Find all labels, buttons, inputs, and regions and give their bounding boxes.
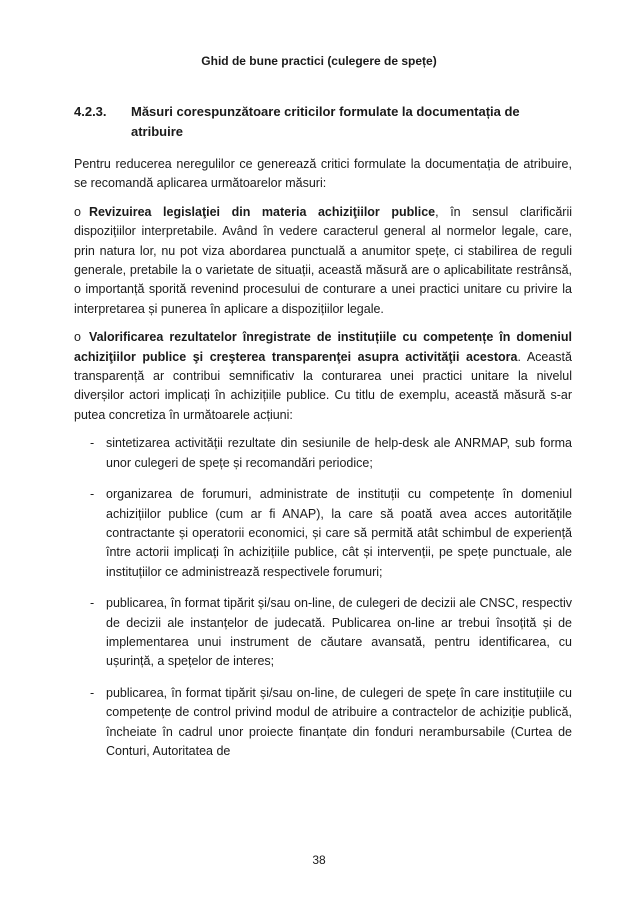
list-item: - organizarea de forumuri, administrate de instituții cu competențe în domeniul achizițiilor publice (cum ar fi ANAP), la care să poată avea acces autoritățile contractante și operatorii economici, și care să permită atât schimbul de experiență între actorii implicați în achizițiile publice, cât și intervenții, pe spețe punctuale, ale instituțiilor ce administrează respectivele forumuri; xyxy=(74,485,572,582)
measure-text-2: . Această transparență ar contribui semnificativ la conturarea unei practici unitare la nivelul diverșilor actori implicați în achizițiile publice. Cu titlu de exemplu, această măsură s-ar putea concretiza în următoarele acțiuni: xyxy=(74,349,572,422)
section-number: 4.2.3. xyxy=(74,104,107,119)
bullet-mark: o xyxy=(74,204,81,219)
section-heading xyxy=(74,102,564,142)
body-text xyxy=(74,155,572,773)
measure-title-1: Revizuirea legislaţiei din materia achiziţiilor publice xyxy=(88,204,436,219)
actions-list xyxy=(74,434,572,761)
bullet-mark: o xyxy=(74,330,81,345)
list-item: - publicarea, în format tipărit și/sau on-line, de culegeri de decizii ale CNSC, respectiv de decizii ale instanțelor de judecată. Publicarea on-line ar trebui însoțită și de implementarea unui instrument de căutare avansată, pentru identificarea, cu ușurință, a spețelor de interes; xyxy=(74,594,572,672)
measure-paragraph-1 xyxy=(74,203,572,319)
page-number: 38 xyxy=(312,853,326,867)
measure-paragraph-2 xyxy=(74,328,572,425)
section-title: Măsuri corespunzătoare criticilor formulate la documentația de atribuire xyxy=(131,104,520,139)
intro-paragraph: Pentru reducerea neregulilor ce generează critici formulate la documentația de atribuire, se recomandă aplicarea următoarelor măsuri: xyxy=(74,157,572,191)
list-item: - sintetizarea activității rezultate din sesiunile de help-desk ale ANRMAP, sub forma unor culegeri de spețe și recomandări periodice; xyxy=(74,434,572,473)
measure-title-2: Valorificarea rezultatelor înregistrate de instituțiile cu competențe în domeniul achiziţiilor publice şi creşterea transparenţei asupra activităţii acestora xyxy=(74,330,572,364)
measure-text-1: , în sensul clarificării dispozițiilor interpretabile. Având în vedere caracterul general al normelor legale, care, prin natura lor, nu pot viza abordarea punctuală a anumitor spețe, ci stabilirea de reguli generale, pretabile la o varietate de situații, această măsură are o aplicabilitate restrânsă, o importanță sporită revenind procesului de conturare a unei practici unitare cu privire la interpretarea și punerea în aplicare a dispozițiilor legale. xyxy=(74,204,572,316)
running-header: Ghid de bune practici (culegere de spețe) xyxy=(201,54,437,68)
list-item: - publicarea, în format tipărit și/sau on-line, de culegeri de spețe în care instituțiile cu competențe de control privind modul de atribuire a contractelor de achiziție publică, încheiate în cadrul unor proiecte finanțate din fonduri nerambursabile (Curtea de Conturi, Autoritatea de xyxy=(74,684,572,762)
